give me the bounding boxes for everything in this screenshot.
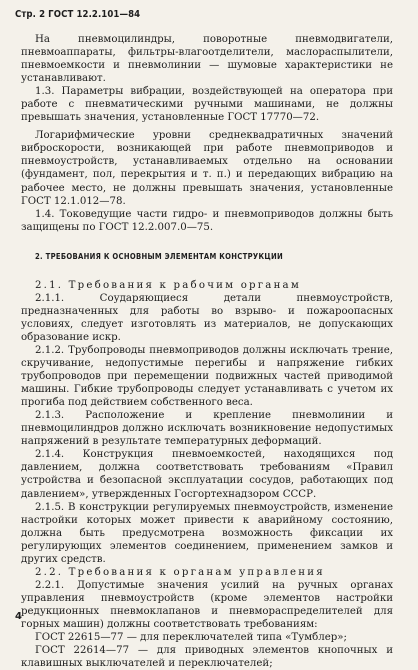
paragraph: На пневмоцилиндры, поворотные пневмодвигатели, пневмоаппараты, фильтры-влагоотделители, маслораспылители, пневмоемкости и пневмолинии — шумовые характеристики не устанавливают. — [21, 34, 393, 85]
paragraph: 1.4. Токоведущие части гидро- и пневмоприводов должны быть защищены по ГОСТ 12.2.007.0—75. — [21, 208, 393, 233]
section-title: 2. ТРЕБОВАНИЯ К ОСНОВНЫМ ЭЛЕМЕНТАМ КОНСТРУКЦИИ — [35, 251, 284, 261]
page-number: 4 — [15, 611, 22, 622]
paragraph: 2.1.1. Соударяющиеся детали пневмоустройств, предназначенных для работы во взрыво- и пожароопасных условиях, следует изготовлять из материалов, не допускающих образование искр. — [21, 292, 393, 343]
paragraph: 2.1.2. Трубопроводы пневмоприводов должны исключать трение, скручивание, недопустимые перегибы и напряжение гибких трубопроводов при перемещении подвижных частей приводимой машины. Гибкие трубопроводы следует устанавливать с учетом их прогиба под действием собственного веса. — [21, 344, 393, 409]
paragraph: ГОСТ 22614—77 — для приводных элементов кнопочных и клавишных выключателей и переключателей; — [21, 645, 393, 670]
page-header: Стр. 2 ГОСТ 12.2.101—84 — [15, 9, 141, 20]
subsection-heading: 2.2. Требования к органам управления — [35, 566, 325, 578]
paragraph: 2.1.3. Расположение и крепление пневмолинии и пневмоцилиндров должно исключать возникновение недопустимых напряжений в результате температурных деформаций. — [21, 410, 393, 448]
paragraph: 2.1.4. Конструкция пневмоемкостей, находящихся под давлением, должна соответствовать требованиям «Правил устройства и безопасной эксплуатации сосудов, работающих под давлением», утвержденных Госгортехнадзором СССР. — [21, 449, 393, 500]
document-body — [21, 33, 393, 670]
paragraph: ГОСТ 22615—77 — для переключателей типа «Тумблер»; — [35, 632, 347, 644]
paragraph: 2.2.1. Допустимые значения усилий на ручных органах управления пневмоустройств (кроме элементов настройки редукционных пневмоклапанов и пневмораспределителей для горных машин) должны соответствовать требованиям: — [21, 579, 393, 630]
paragraph: Логарифмические уровни среднеквадратичных значений виброскорости, возникающей при работе пневмоприводов и пневмоустройств, устанавливаемых отдельно на основании (фундамент, пол, перекрытия и т. п.) и передающих вибрацию на рабочее место, не должны превышать значения, установленные ГОСТ 12.1.012—78. — [21, 130, 393, 207]
paragraph: 2.1.5. В конструкции регулируемых пневмоустройств, изменение настройки которых может привести к аварийному состоянию, должна быть предусмотрена возможность фиксации их регулирующих элементов соединением, применением замков и других средств. — [21, 501, 393, 565]
paragraph: 1.3. Параметры вибрации, воздействующей на оператора при работе с пневматическими ручными машинами, не должны превышать значения, установленные ГОСТ 17770—72. — [21, 86, 393, 124]
subsection-heading: 2.1. Требования к рабочим органам — [35, 279, 301, 291]
